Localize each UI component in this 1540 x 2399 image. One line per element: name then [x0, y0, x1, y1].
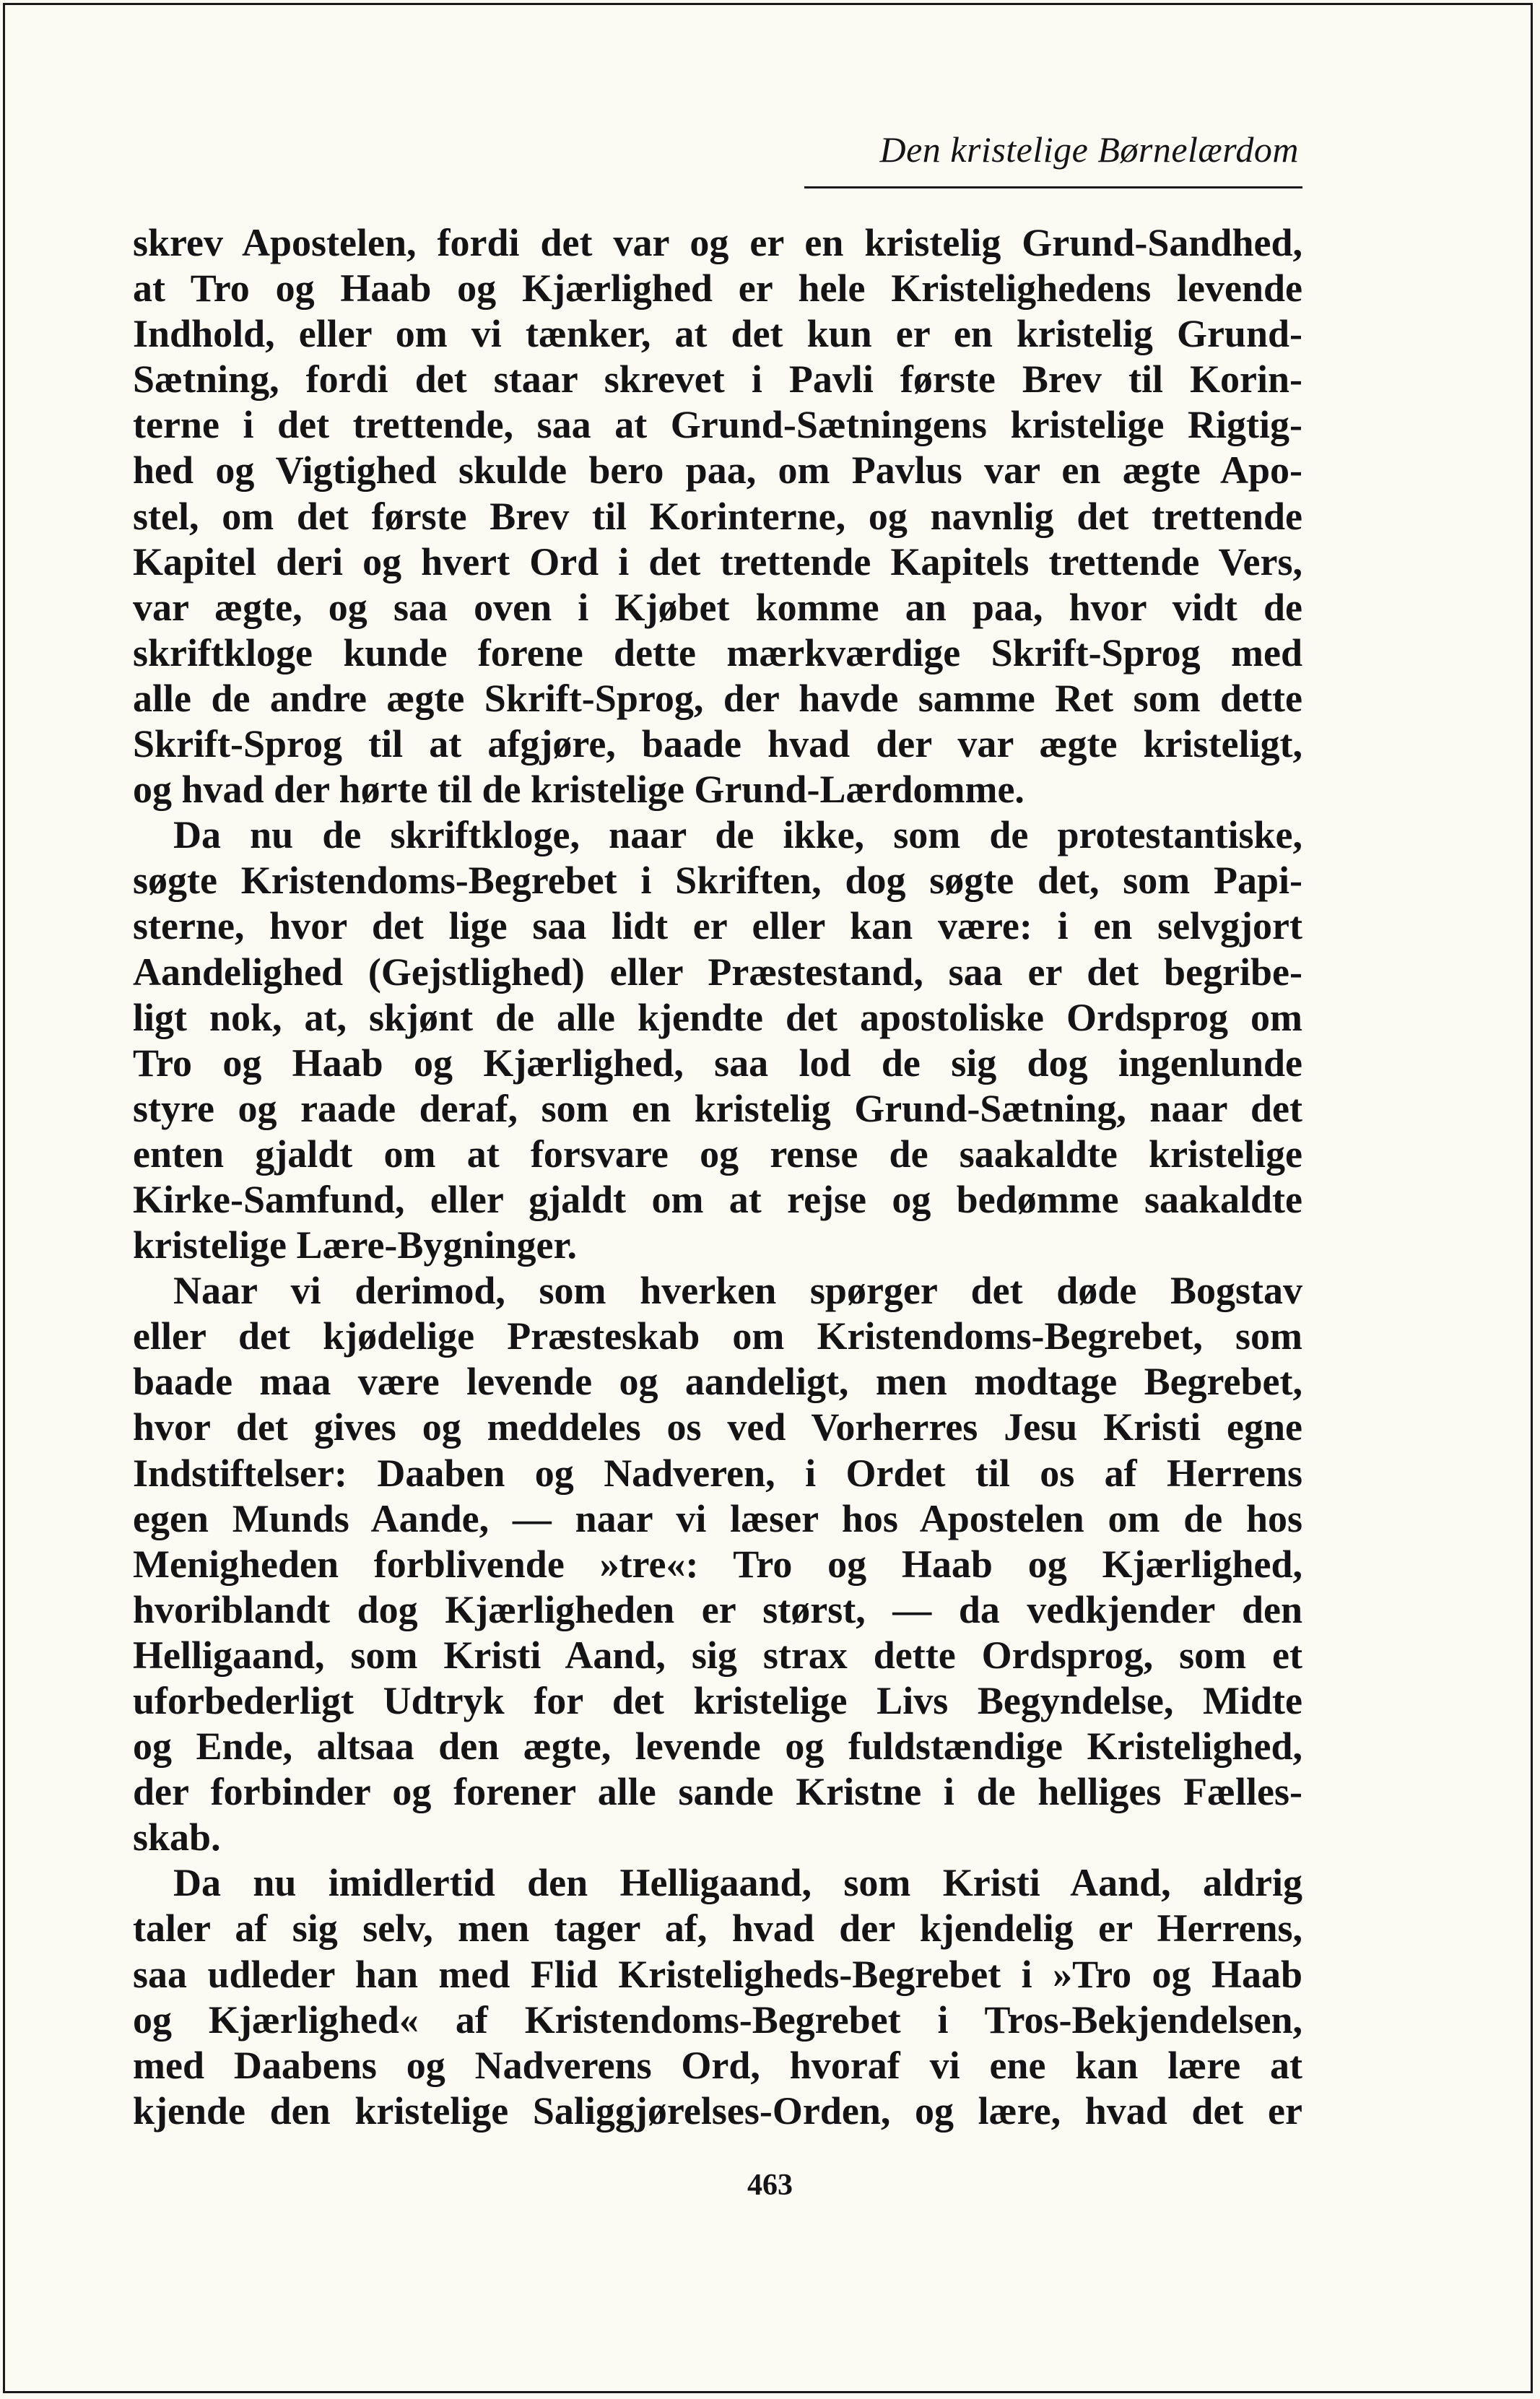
text-line: Da nu imidlertid den Helligaand, som Kristi Aand, aldrig: [173, 1861, 1302, 1905]
text-line: og Ende, altsaa den ægte, levende og fuldstændige Kristelighed,: [133, 1725, 1302, 1769]
text-line: hvoriblandt dog Kjærligheden er størst, — da vedkjender den: [133, 1587, 1302, 1631]
text-line: sterne, hvor det lige saa lidt er eller kan være: i en selvgjort: [133, 904, 1302, 948]
text-line: Aandelighed (Gejstlighed) eller Præstestand, saa er det begribe-: [133, 950, 1302, 994]
text-line: enten gjaldt om at forsvare og rense de saakaldte kristelige: [133, 1132, 1302, 1176]
text-line: uforbederligt Udtryk for det kristelige Livs Begyndelse, Midte: [133, 1679, 1302, 1722]
text-line: hed og Vigtighed skulde bero paa, om Pavlus var en ægte Apo-: [133, 448, 1302, 493]
text-line: Da nu de skriftkloge, naar de ikke, som de protestantiske,: [173, 813, 1302, 857]
text-line: Skrift-Sprog til at afgjøre, baade hvad der var ægte kristeligt,: [133, 722, 1302, 766]
text-line: Sætning, fordi det staar skrevet i Pavli første Brev til Korin-: [133, 357, 1302, 402]
body-text: [133, 220, 1302, 2134]
text-line: baade maa være levende og aandeligt, men modtage Begrebet,: [133, 1360, 1302, 1404]
text-line: Naar vi derimod, som hverken spørger det døde Bogstav: [173, 1269, 1302, 1313]
text-line: Helligaand, som Kristi Aand, sig strax dette Ordsprog, som et: [133, 1633, 1302, 1677]
text-line: stel, om det første Brev til Korinterne, og navnlig det trettende: [133, 494, 1302, 538]
text-line: hvor det gives og meddeles os ved Vorherres Jesu Kristi egne: [133, 1405, 1302, 1449]
text-line: skrev Apostelen, fordi det var og er en kristelig Grund-Sandhed,: [133, 221, 1302, 264]
text-line: med Daabens og Nadverens Ord, hvoraf vi ene kan lære at: [133, 2043, 1302, 2087]
page-number: 463: [747, 2169, 793, 2202]
text-line: Menigheden forblivende »tre«: Tro og Haab og Kjærlighed,: [133, 1542, 1302, 1586]
text-line: skab.: [133, 1815, 221, 1860]
text-line: at Tro og Haab og Kjærlighed er hele Kristelighedens levende: [133, 266, 1302, 311]
text-line: Kapitel deri og hvert Ord i det trettende Kapitels trettende Vers,: [133, 539, 1302, 584]
text-line: eller det kjødelige Præsteskab om Kristendoms-Begrebet, som: [133, 1314, 1302, 1358]
text-line: skriftkloge kunde forene dette mærkværdige Skrift-Sprog med: [133, 630, 1302, 674]
text-line: og hvad der hørte til de kristelige Grund-Lærdomme.: [133, 768, 1025, 812]
text-line: kristelige Lære-Bygninger.: [133, 1223, 577, 1267]
text-line: saa udleder han med Flid Kristeligheds-Begrebet i »Tro og Haab: [133, 1952, 1302, 1996]
text-line: søgte Kristendoms-Begrebet i Skriften, dog søgte det, som Papi-: [133, 859, 1302, 903]
text-line: kjende den kristelige Saliggjørelses-Orden, og lære, hvad det er: [133, 2088, 1302, 2133]
text-line: og Kjærlighed« af Kristendoms-Begrebet i Tros-Bekjendelsen,: [133, 1997, 1302, 2042]
text-line: egen Munds Aande, — naar vi læser hos Apostelen om de hos: [133, 1496, 1302, 1540]
text-line: ligt nok, at, skjønt de alle kjendte det apostoliske Ordsprog om: [133, 995, 1302, 1039]
text-line: Indhold, eller om vi tænker, at det kun er en kristelig Grund-: [133, 312, 1302, 356]
text-line: Kirke-Samfund, eller gjaldt om at rejse og bedømme saakaldte: [133, 1177, 1302, 1221]
text-line: alle de andre ægte Skrift-Sprog, der havde samme Ret som dette: [133, 676, 1302, 720]
text-line: var ægte, og saa oven i Kjøbet komme an paa, hvor vidt de: [133, 585, 1302, 629]
text-line: styre og raade deraf, som en kristelig Grund-Sætning, naar det: [133, 1086, 1302, 1130]
text-line: Tro og Haab og Kjærlighed, saa lod de sig dog ingenlunde: [133, 1041, 1302, 1085]
text-line: taler af sig selv, men tager af, hvad der kjendelig er Herrens,: [133, 1906, 1302, 1951]
running-head-title: Den kristelige Børnelærdom: [879, 129, 1299, 170]
header-rule: [804, 186, 1302, 188]
text-line: der forbinder og forener alle sande Kristne i de helliges Fælles-: [133, 1770, 1302, 1814]
text-line: Indstiftelser: Daaben og Nadveren, i Ordet til os af Herrens: [133, 1451, 1302, 1495]
text-line: terne i det trettende, saa at Grund-Sætningens kristelige Rigtig-: [133, 403, 1302, 447]
